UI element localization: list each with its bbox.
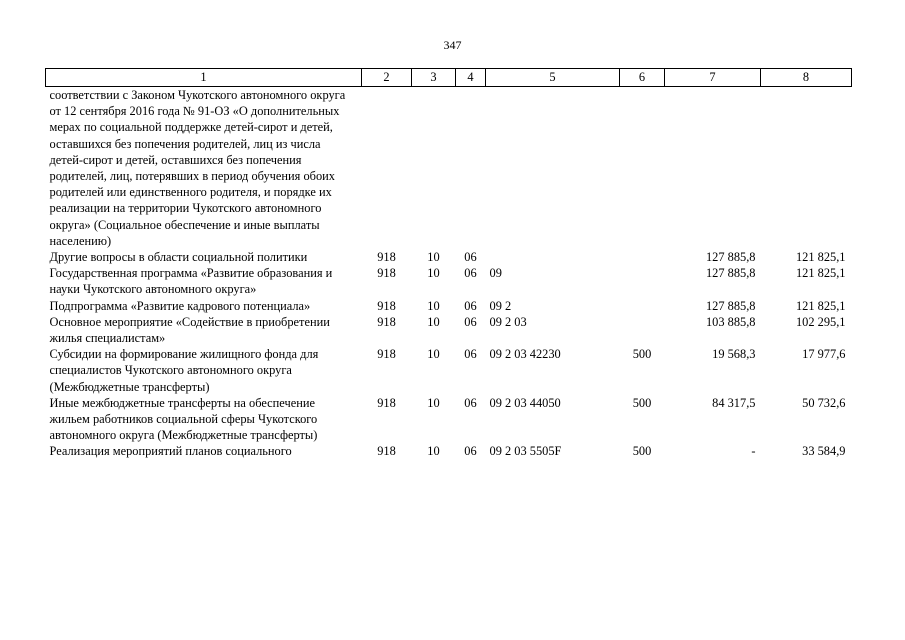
row-target-article: 09 2 03 5505F (489, 444, 562, 459)
row-name: Другие вопросы в области социальной политики (49, 250, 308, 265)
table-row (46, 265, 852, 297)
row-ministry-code: 918 (377, 347, 396, 362)
row-name: Субсидии на формирование жилищного фонда для специалистов Чукотского автономного округа (Межбюджетные трансферты) (49, 347, 319, 394)
row-target-article (486, 249, 620, 265)
header-col-1: 1 (46, 69, 362, 87)
row-name: Иные межбюджетные трансферты на обеспечение жильем работников социальной сферы Чукотского автономного округа (Межбюджетные трансферты) (49, 395, 318, 443)
row-expense-type: 500 (632, 347, 652, 362)
row-target-article (486, 87, 620, 250)
table-row (46, 314, 852, 346)
row-amount-col7: 127 885,8 (705, 266, 756, 281)
row-section-code (412, 87, 456, 250)
row-subsection-code: 06 (464, 250, 477, 265)
row-amount-col7: 19 568,3 (712, 347, 756, 362)
row-amount-col8 (761, 87, 852, 250)
row-amount-col7: - (751, 444, 756, 459)
row-name: Основное мероприятие «Содействие в приобретении жилья специалистам» (49, 314, 330, 346)
row-expense-type (620, 265, 665, 297)
row-target-article: 09 (489, 266, 502, 281)
row-ministry-code: 918 (377, 314, 396, 329)
row-subsection-code: 06 (464, 395, 477, 410)
row-ministry-code: 918 (377, 250, 396, 265)
row-subsection-code: 06 (464, 266, 477, 281)
row-amount-col7 (665, 87, 761, 250)
row-subsection-code (456, 87, 486, 250)
budget-table (45, 68, 852, 460)
row-name: Реализация мероприятий планов социального (49, 444, 292, 459)
table-header (46, 69, 852, 87)
row-name: Подпрограмма «Развитие кадрового потенциала» (49, 298, 311, 313)
row-expense-type: 500 (632, 444, 652, 459)
row-section-code: 10 (427, 266, 440, 281)
table-body (46, 87, 852, 460)
row-amount-col8: 33 584,9 (802, 444, 846, 459)
row-name: Государственная программа «Развитие образования и науки Чукотского автономного округа» (49, 266, 333, 297)
row-expense-type (620, 298, 665, 314)
header-col-8: 8 (761, 69, 852, 87)
row-subsection-code: 06 (464, 347, 477, 362)
row-name: соответствии с Законом Чукотского автономного округа от 12 сентября 2016 года № 91-ОЗ «О дополнительных мерах по социальной поддержке детей-сирот и детей, оставшихся без попечения родителей, лиц из числа детей-сирот и детей, оставшихся без попечения родителей, лиц, потерявших в период обучения обоих родителей или единственного родителя, и порядке их реализации на территории Чукотского автономного округа» (Социальное обеспечение и иные выплаты населению) (49, 88, 346, 248)
row-expense-type (620, 314, 665, 346)
table-row (46, 298, 852, 314)
header-row (46, 69, 852, 87)
row-section-code: 10 (427, 444, 440, 459)
row-expense-type (620, 87, 665, 250)
row-ministry-code: 918 (377, 298, 396, 313)
row-expense-type: 500 (632, 395, 652, 410)
row-target-article: 09 2 03 (489, 314, 527, 329)
row-amount-col7: 127 885,8 (705, 250, 756, 265)
row-target-article: 09 2 03 42230 (489, 347, 561, 362)
table-row (46, 443, 852, 459)
page-number: 347 (443, 38, 462, 52)
table-row (46, 346, 852, 395)
row-amount-col8: 50 732,6 (802, 395, 846, 410)
row-section-code: 10 (427, 395, 440, 410)
row-section-code: 10 (427, 250, 440, 265)
row-ministry-code: 918 (377, 444, 396, 459)
table-row (46, 395, 852, 444)
row-subsection-code: 06 (464, 298, 477, 313)
row-target-article: 09 2 (489, 298, 512, 313)
header-col-5: 5 (486, 69, 620, 87)
row-expense-type (620, 249, 665, 265)
row-ministry-code: 918 (377, 395, 396, 410)
row-target-article: 09 2 03 44050 (489, 395, 561, 410)
table-row (46, 249, 852, 265)
row-amount-col8: 121 825,1 (795, 298, 846, 313)
header-col-2: 2 (362, 69, 412, 87)
row-section-code: 10 (427, 314, 440, 329)
row-amount-col8: 17 977,6 (802, 347, 846, 362)
row-ministry-code (362, 87, 412, 250)
row-amount-col7: 127 885,8 (705, 298, 756, 313)
row-amount-col7: 84 317,5 (712, 395, 756, 410)
row-subsection-code: 06 (464, 444, 477, 459)
row-subsection-code: 06 (464, 314, 477, 329)
row-amount-col8: 121 825,1 (795, 266, 846, 281)
header-col-7: 7 (665, 69, 761, 87)
row-ministry-code: 918 (377, 266, 396, 281)
row-section-code: 10 (427, 347, 440, 362)
row-amount-col8: 121 825,1 (795, 250, 846, 265)
header-col-6: 6 (620, 69, 665, 87)
header-col-4: 4 (456, 69, 486, 87)
row-amount-col8: 102 295,1 (795, 314, 846, 329)
header-col-3: 3 (412, 69, 456, 87)
table-row (46, 87, 852, 250)
row-amount-col7: 103 885,8 (705, 314, 756, 329)
row-section-code: 10 (427, 298, 440, 313)
